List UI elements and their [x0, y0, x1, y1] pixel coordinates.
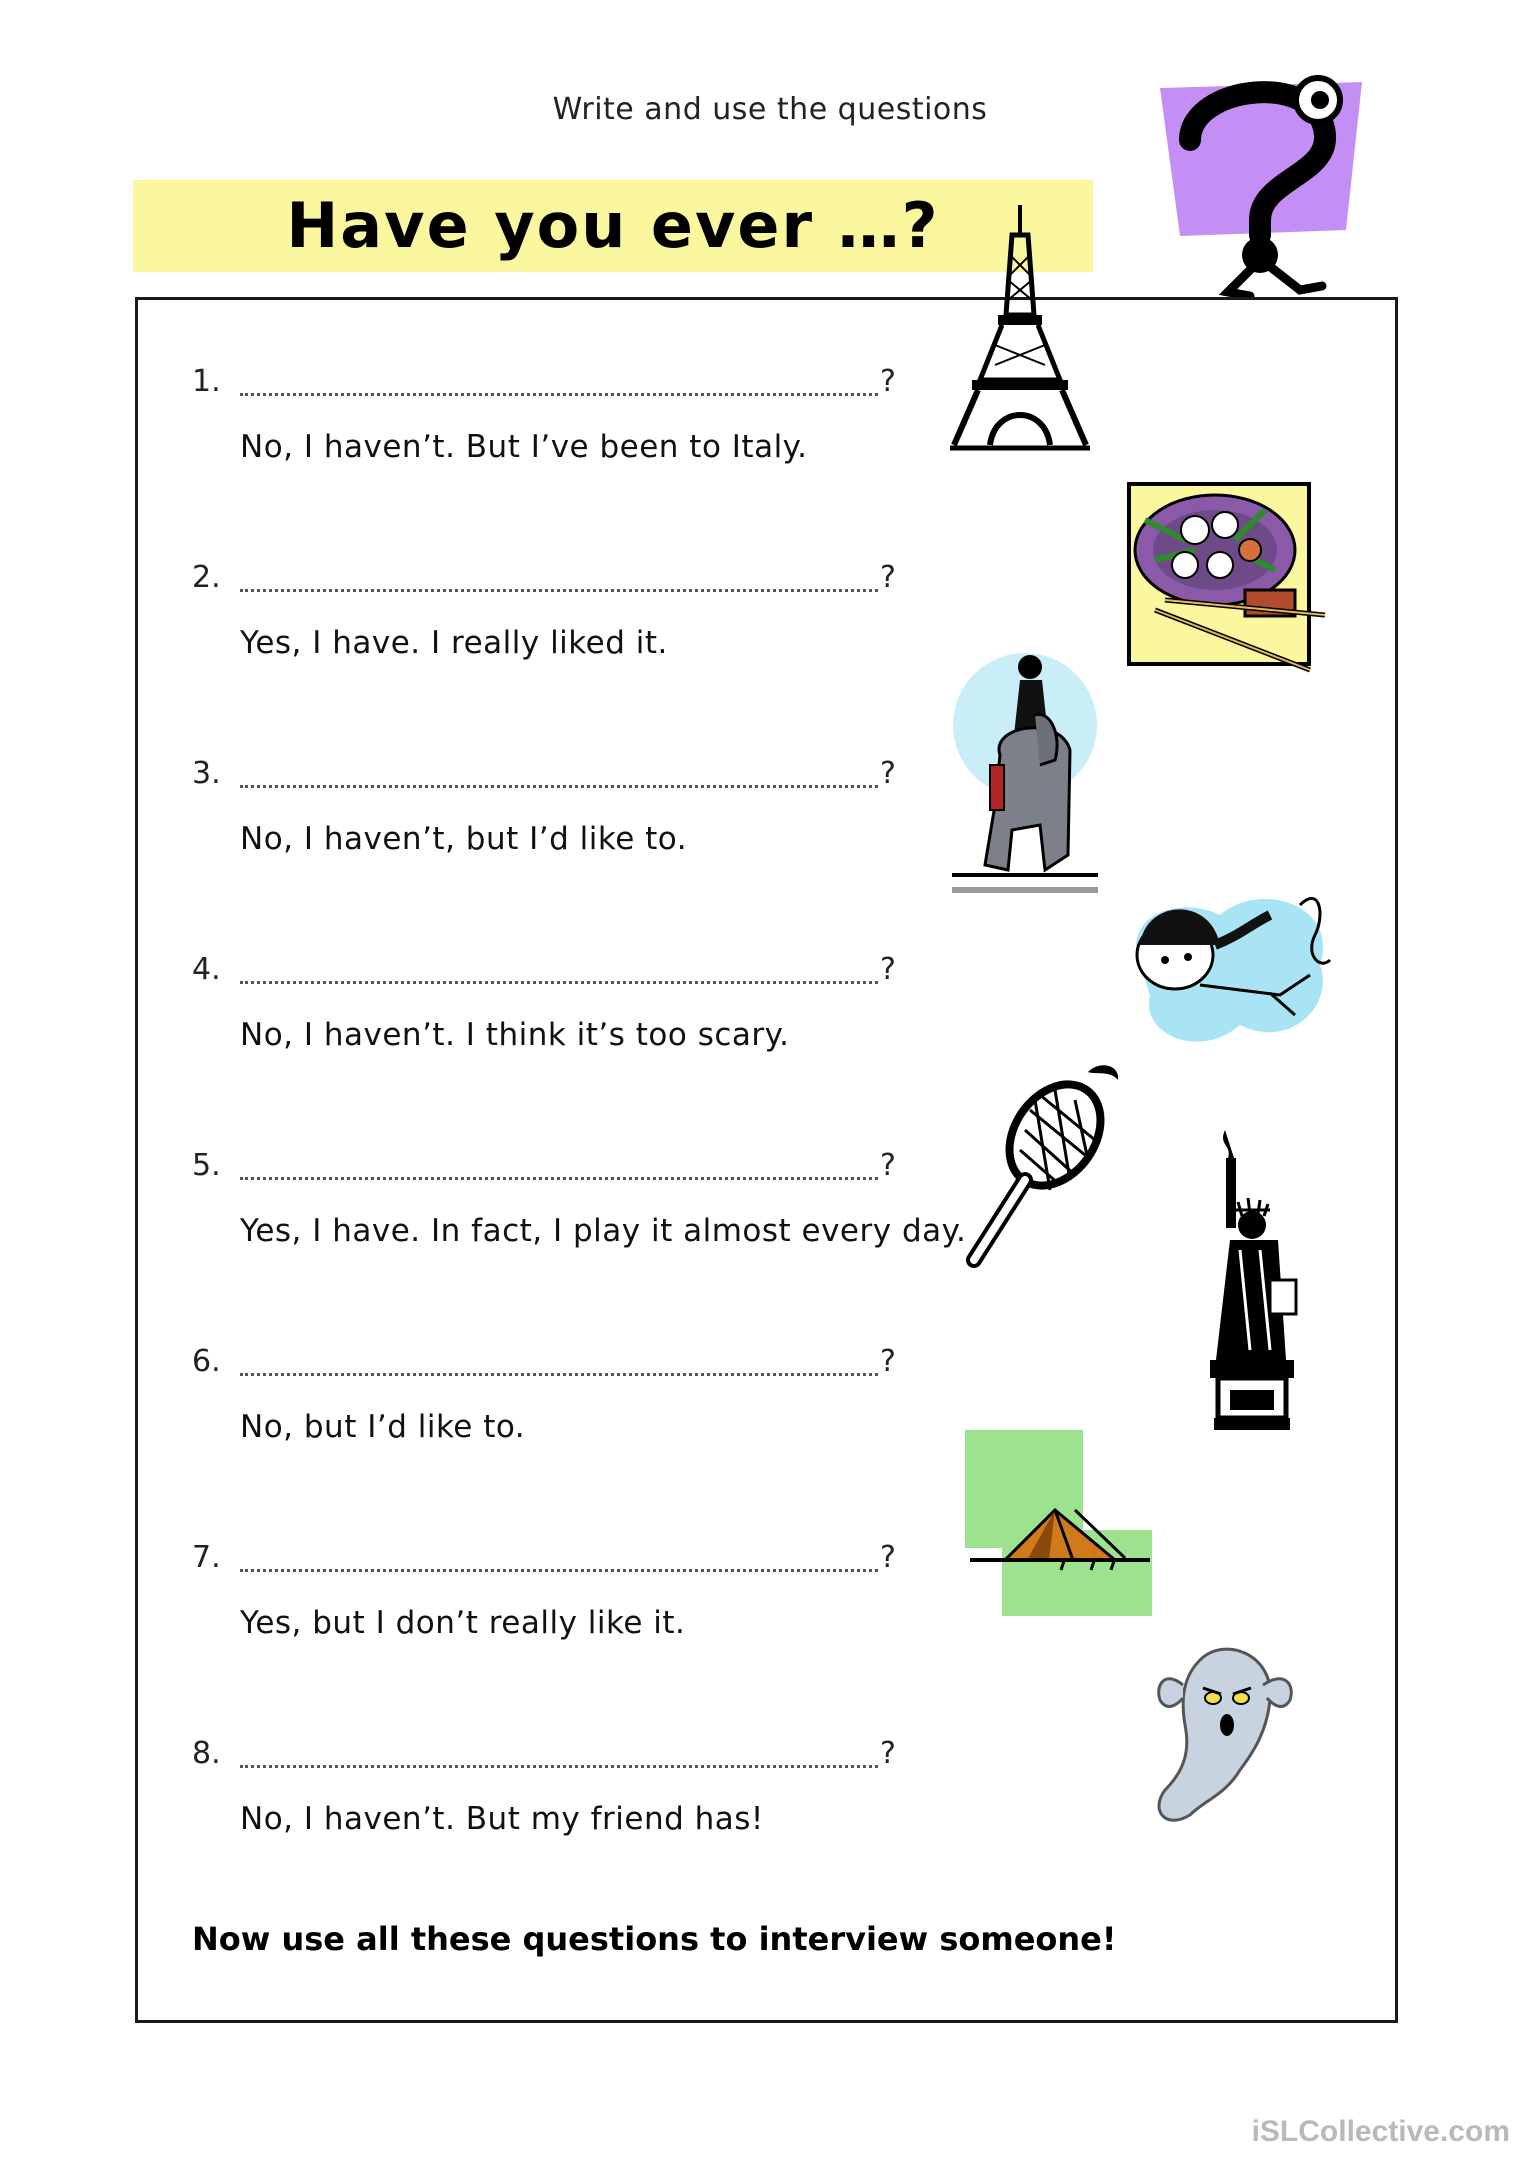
- horse-rider-icon: [950, 645, 1100, 905]
- answer-line[interactable]: [240, 1569, 878, 1572]
- answer-line[interactable]: [240, 981, 878, 984]
- answer-text: Yes, but I don’t really like it.: [240, 1605, 686, 1641]
- answer-line[interactable]: [240, 1765, 878, 1768]
- answer-line[interactable]: [240, 785, 878, 788]
- answer-line[interactable]: [240, 1373, 878, 1376]
- question-mark-character-icon: [1150, 60, 1370, 300]
- question-mark: ?: [880, 1736, 896, 1771]
- eiffel-tower-icon: [950, 205, 1090, 455]
- question-mark: ?: [880, 364, 896, 399]
- page-title: Have you ever …?: [286, 189, 940, 262]
- ghost-icon: [1145, 1640, 1305, 1830]
- answer-line[interactable]: [240, 1177, 878, 1180]
- question-mark: ?: [880, 756, 896, 791]
- tent-icon: [965, 1430, 1155, 1620]
- answer-line[interactable]: [240, 589, 878, 592]
- question-number: 1.: [192, 364, 221, 399]
- answer-text: No, but I’d like to.: [240, 1409, 526, 1445]
- answer-text: No, I haven’t. But my friend has!: [240, 1801, 764, 1837]
- question-number: 3.: [192, 756, 221, 791]
- question-number: 6.: [192, 1344, 221, 1379]
- question-number: 7.: [192, 1540, 221, 1575]
- question-mark: ?: [880, 1344, 896, 1379]
- answer-text: Yes, I have. I really liked it.: [240, 625, 668, 661]
- question-number: 4.: [192, 952, 221, 987]
- answer-text: No, I haven’t, but I’d like to.: [240, 821, 688, 857]
- question-number: 8.: [192, 1736, 221, 1771]
- answer-text: No, I haven’t. But I’ve been to Italy.: [240, 429, 808, 465]
- question-number: 5.: [192, 1148, 221, 1183]
- question-mark: ?: [880, 952, 896, 987]
- answer-line[interactable]: [240, 393, 878, 396]
- answer-text: Yes, I have. In fact, I play it almost every day.: [240, 1213, 967, 1249]
- question-mark: ?: [880, 560, 896, 595]
- tennis-racket-icon: [960, 1060, 1130, 1280]
- question-mark: ?: [880, 1540, 896, 1575]
- question-number: 2.: [192, 560, 221, 595]
- watermark: iSLCollective.com: [1251, 2115, 1510, 2148]
- instruction-text: Write and use the questions: [552, 92, 988, 127]
- answer-text: No, I haven’t. I think it’s too scary.: [240, 1017, 790, 1053]
- statue-of-liberty-icon: [1190, 1130, 1310, 1440]
- footer-instruction: Now use all these questions to interview someone!: [192, 1920, 1117, 1958]
- sushi-plate-icon: [1125, 480, 1335, 680]
- skydiver-icon: [1120, 875, 1340, 1065]
- question-mark: ?: [880, 1148, 896, 1183]
